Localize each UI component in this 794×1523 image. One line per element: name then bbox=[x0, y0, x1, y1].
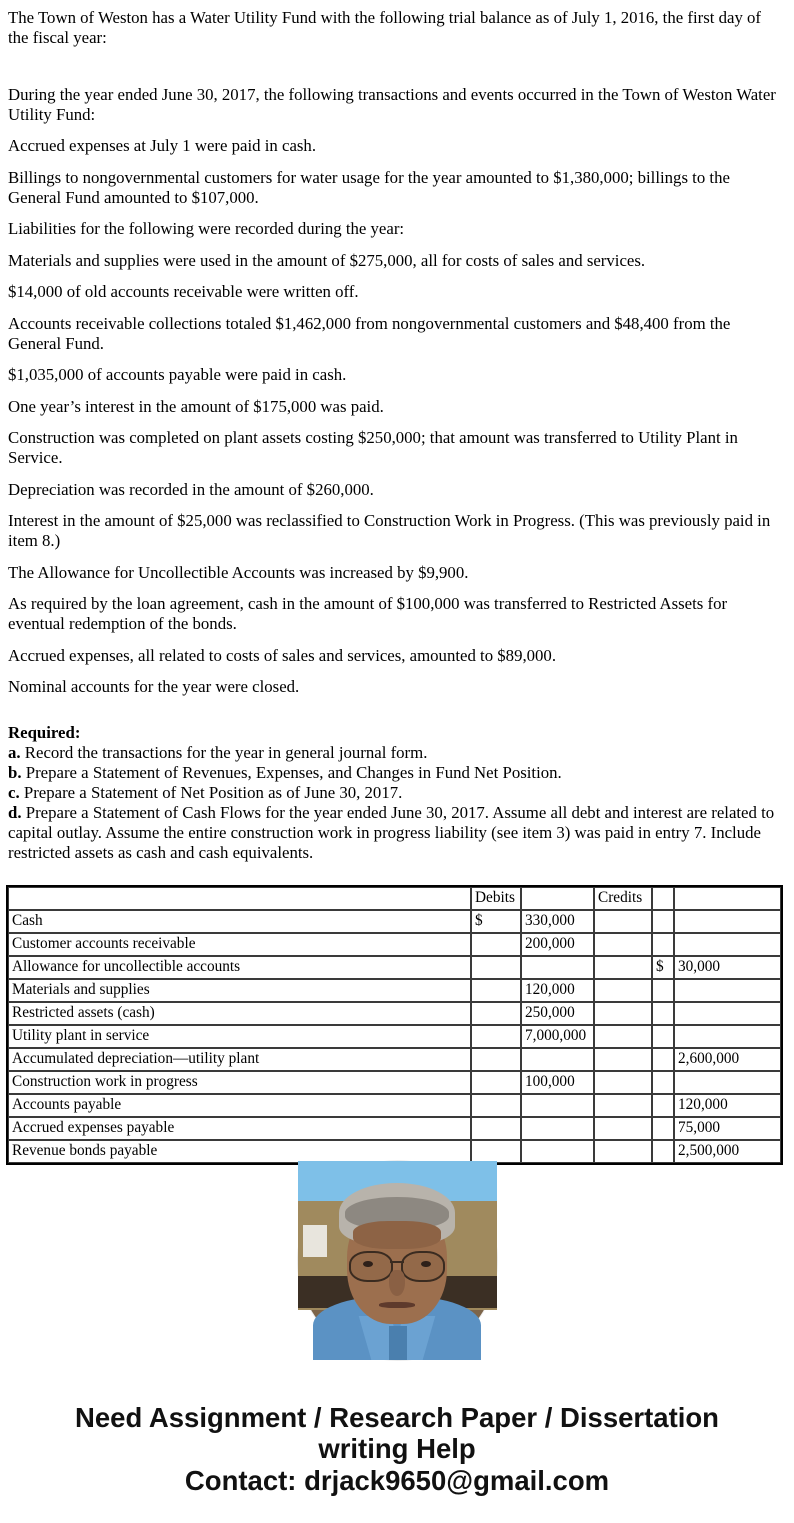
advert-line-1: Need Assignment / Research Paper / Dissertation bbox=[75, 1402, 719, 1434]
row-credit-amount bbox=[674, 1025, 781, 1048]
advert-line-3: Contact: drjack9650@gmail.com bbox=[184, 1465, 610, 1497]
header-credit-narrow bbox=[652, 887, 674, 910]
table-row bbox=[8, 910, 781, 933]
row-debit-amount: 100,000 bbox=[521, 1071, 594, 1094]
narrative-body bbox=[0, 8, 794, 697]
row-credit-gap bbox=[594, 1002, 652, 1025]
transaction-item: Interest in the amount of $25,000 was reclassified to Construction Work in Progress. (This was previously paid in item 8.) bbox=[8, 511, 771, 551]
table-row bbox=[8, 956, 781, 979]
transaction-item: Nominal accounts for the year were closed. bbox=[8, 677, 300, 697]
transaction-item: Depreciation was recorded in the amount of $260,000. bbox=[8, 479, 374, 499]
trial-balance-table-container bbox=[0, 885, 794, 1160]
row-debit-symbol bbox=[471, 1117, 521, 1140]
required-letter-a: a. bbox=[8, 743, 21, 763]
row-credit-gap bbox=[594, 933, 652, 956]
row-debit-amount bbox=[521, 1140, 594, 1163]
row-debit-symbol bbox=[471, 979, 521, 1002]
header-debit-amount bbox=[521, 887, 594, 910]
row-account: Accrued expenses payable bbox=[8, 1117, 471, 1140]
row-debit-amount bbox=[521, 1048, 594, 1071]
table-row bbox=[8, 933, 781, 956]
row-credit-gap bbox=[594, 1048, 652, 1071]
row-debit-amount: 120,000 bbox=[521, 979, 594, 1002]
advert-block bbox=[0, 1402, 794, 1496]
required-item-b bbox=[8, 763, 785, 783]
row-credit-amount bbox=[674, 933, 781, 956]
row-account: Materials and supplies bbox=[8, 979, 471, 1002]
transaction-item: One year’s interest in the amount of $175,000 was paid. bbox=[8, 396, 384, 416]
transaction-item: The Allowance for Uncollectible Accounts was increased by $9,900. bbox=[8, 562, 469, 582]
required-heading: Required: bbox=[8, 723, 81, 743]
required-item-c bbox=[8, 783, 785, 803]
row-account: Accounts payable bbox=[8, 1094, 471, 1117]
table-row bbox=[8, 1002, 781, 1025]
row-credit-amount bbox=[674, 1002, 781, 1025]
transaction-item: Accrued expenses, all related to costs of sales and services, amounted to $89,000. bbox=[8, 645, 557, 665]
row-credit-amount: 2,600,000 bbox=[674, 1048, 781, 1071]
avatar-tie bbox=[389, 1326, 407, 1360]
required-text-d: Prepare a Statement of Cash Flows for the year ended June 30, 2017. Assume all debt and interest are related to capital outlay. Assume the entire construction work in progress liability (see item 3) was paid in entry 7. Include restricted assets as cash and cash equivalents. bbox=[8, 803, 775, 863]
row-account: Customer accounts receivable bbox=[8, 933, 471, 956]
row-credit-symbol bbox=[652, 1071, 674, 1094]
row-credit-gap bbox=[594, 956, 652, 979]
row-credit-symbol bbox=[652, 910, 674, 933]
row-credit-amount bbox=[674, 1071, 781, 1094]
avatar-eyeglass-bridge bbox=[390, 1261, 404, 1264]
header-credits: Credits bbox=[594, 887, 652, 910]
row-credit-amount bbox=[674, 979, 781, 1002]
row-credit-gap bbox=[594, 910, 652, 933]
avatar-container bbox=[0, 1161, 794, 1360]
row-debit-amount bbox=[521, 956, 594, 979]
required-text-a: Record the transactions for the year in general journal form. bbox=[24, 743, 428, 763]
row-credit-symbol bbox=[652, 1094, 674, 1117]
row-credit-symbol bbox=[652, 1140, 674, 1163]
transaction-item: Construction was completed on plant assets costing $250,000; that amount was transferred to Utility Plant in Service. bbox=[8, 428, 738, 468]
avatar-eye-right bbox=[421, 1261, 431, 1267]
row-credit-gap bbox=[594, 1071, 652, 1094]
required-letter-d: d. bbox=[8, 803, 22, 823]
table-row-clipped bbox=[8, 1140, 781, 1163]
row-debit-symbol bbox=[471, 1094, 521, 1117]
row-account: Cash bbox=[8, 910, 471, 933]
required-text-c: Prepare a Statement of Net Position as of June 30, 2017. bbox=[23, 783, 403, 803]
row-credit-amount: 30,000 bbox=[674, 956, 781, 979]
row-credit-symbol bbox=[652, 933, 674, 956]
avatar-background-switch bbox=[303, 1225, 327, 1257]
row-debit-amount bbox=[521, 1094, 594, 1117]
row-account: Accumulated depreciation—utility plant bbox=[8, 1048, 471, 1071]
transaction-item: $14,000 of old accounts receivable were written off. bbox=[8, 282, 359, 302]
header-account bbox=[8, 887, 471, 910]
row-credit-gap bbox=[594, 1025, 652, 1048]
transaction-item: Liabilities for the following were recorded during the year: bbox=[8, 219, 405, 239]
row-credit-symbol bbox=[652, 1117, 674, 1140]
row-debit-amount: 250,000 bbox=[521, 1002, 594, 1025]
row-credit-symbol bbox=[652, 1048, 674, 1071]
header-credit-amount bbox=[674, 887, 781, 910]
table-row bbox=[8, 1048, 781, 1071]
row-debit-amount bbox=[521, 1117, 594, 1140]
row-credit-amount: 75,000 bbox=[674, 1117, 781, 1140]
row-debit-symbol bbox=[471, 1048, 521, 1071]
row-debit-symbol: $ bbox=[471, 910, 521, 933]
avatar bbox=[298, 1161, 497, 1360]
required-text-b: Prepare a Statement of Revenues, Expenses, and Changes in Fund Net Position. bbox=[25, 763, 562, 783]
transaction-item: $1,035,000 of accounts payable were paid in cash. bbox=[8, 365, 347, 385]
avatar-forehead bbox=[353, 1221, 441, 1249]
row-debit-amount: 7,000,000 bbox=[521, 1025, 594, 1048]
avatar-eye-left bbox=[363, 1261, 373, 1267]
row-debit-amount: 330,000 bbox=[521, 910, 594, 933]
row-debit-symbol bbox=[471, 1071, 521, 1094]
row-credit-gap bbox=[594, 1094, 652, 1117]
row-credit-gap bbox=[594, 979, 652, 1002]
row-credit-gap bbox=[594, 1140, 652, 1163]
row-credit-amount: 2,500,000 bbox=[674, 1140, 781, 1163]
transaction-item: Materials and supplies were used in the amount of $275,000, all for costs of sales and services. bbox=[8, 250, 646, 270]
row-credit-symbol bbox=[652, 979, 674, 1002]
intro-paragraph-1: The Town of Weston has a Water Utility Fund with the following trial balance as of July 1, 2016, the first day of the fiscal year: bbox=[8, 8, 762, 47]
header-debits: Debits bbox=[471, 887, 521, 910]
row-debit-symbol bbox=[471, 1002, 521, 1025]
transaction-item: Accrued expenses at July 1 were paid in cash. bbox=[8, 136, 317, 156]
required-item-d bbox=[8, 803, 785, 863]
required-letter-b: b. bbox=[8, 763, 22, 783]
blank-paragraph bbox=[8, 59, 785, 73]
intro-paragraph-2: During the year ended June 30, 2017, the following transactions and events occurred in the Town of Weston Water Utility Fund: bbox=[8, 84, 776, 124]
transaction-item: Accounts receivable collections totaled $1,462,000 from nongovernmental customers and $48,400 from the General Fund. bbox=[8, 313, 731, 353]
row-credit-gap bbox=[594, 1117, 652, 1140]
table-row bbox=[8, 1025, 781, 1048]
row-debit-symbol bbox=[471, 956, 521, 979]
row-credit-amount bbox=[674, 910, 781, 933]
row-account: Revenue bonds payable bbox=[8, 1140, 471, 1163]
row-debit-amount: 200,000 bbox=[521, 933, 594, 956]
table-row bbox=[8, 1094, 781, 1117]
avatar-mouth bbox=[379, 1302, 415, 1308]
document-page bbox=[0, 8, 794, 1496]
row-credit-symbol bbox=[652, 1025, 674, 1048]
transaction-item: As required by the loan agreement, cash in the amount of $100,000 was transferred to Restricted Assets for eventual redemption of the bonds. bbox=[8, 594, 728, 634]
row-credit-symbol: $ bbox=[652, 956, 674, 979]
row-debit-symbol bbox=[471, 933, 521, 956]
avatar-eyeglass-left bbox=[349, 1251, 393, 1283]
table-header-row bbox=[8, 887, 781, 910]
table-row bbox=[8, 1117, 781, 1140]
advert-line-2: writing Help bbox=[318, 1433, 476, 1465]
transaction-item: Billings to nongovernmental customers for water usage for the year amounted to $1,380,000; billings to the General Fund amounted to $107,000. bbox=[8, 167, 730, 207]
row-account: Allowance for uncollectible accounts bbox=[8, 956, 471, 979]
row-debit-symbol bbox=[471, 1025, 521, 1048]
row-account: Restricted assets (cash) bbox=[8, 1002, 471, 1025]
row-account: Construction work in progress bbox=[8, 1071, 471, 1094]
row-credit-symbol bbox=[652, 1002, 674, 1025]
row-debit-symbol bbox=[471, 1140, 521, 1163]
required-section bbox=[0, 723, 794, 863]
required-item-a bbox=[8, 743, 785, 763]
table-row bbox=[8, 1071, 781, 1094]
table-row bbox=[8, 979, 781, 1002]
row-account: Utility plant in service bbox=[8, 1025, 471, 1048]
required-letter-c: c. bbox=[8, 783, 20, 803]
row-credit-amount: 120,000 bbox=[674, 1094, 781, 1117]
trial-balance-table bbox=[6, 885, 783, 1165]
